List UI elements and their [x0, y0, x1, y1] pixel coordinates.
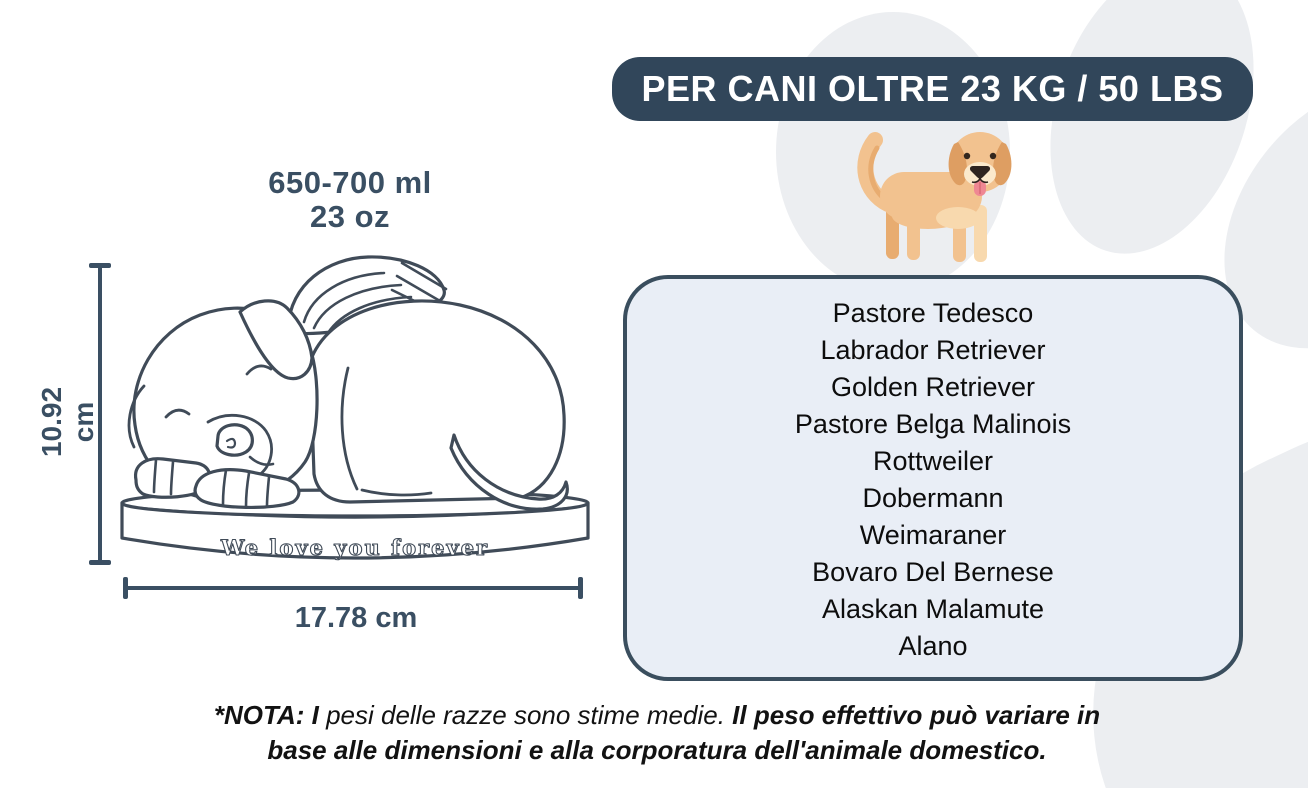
footnote	[204, 698, 1110, 768]
width-dimension-line	[125, 586, 581, 590]
volume-label	[200, 166, 500, 234]
urn-engraving: We love you forever	[220, 535, 490, 560]
width-label: 17.78 cm	[294, 602, 418, 634]
breed-item: Golden Retriever	[830, 372, 1036, 402]
breed-item: Labrador Retriever	[820, 335, 1046, 365]
sleeping-dog-urn-illustration	[100, 250, 600, 580]
size-category-banner	[612, 57, 1253, 121]
volume-oz: 23 oz	[309, 199, 391, 234]
footnote-regular: pesi delle razze sono stime medie.	[326, 700, 733, 730]
width-dimension-cap	[123, 577, 128, 599]
banner-label: PER CANI OLTRE 23 KG / 50 LBS	[641, 68, 1224, 109]
width-dimension-cap	[578, 577, 583, 599]
breed-item: Alano	[898, 631, 968, 661]
breed-item: Rottweiler	[872, 446, 994, 476]
breed-item: Dobermann	[862, 483, 1004, 513]
breed-item: Bovaro Del Bernese	[812, 557, 1054, 587]
dog-body	[310, 301, 564, 502]
breed-item: Alaskan Malamute	[821, 594, 1045, 624]
footnote-bold-prefix: *NOTA: I	[213, 700, 327, 730]
golden-retriever-icon	[850, 120, 1022, 272]
breed-list-panel	[623, 275, 1243, 681]
footnote-bold-main: Il peso effettivo può variare in base alle dimensioni e alla corporatura dell'animale domestico.	[267, 700, 1101, 765]
breed-item: Weimaraner	[859, 520, 1007, 550]
volume-ml: 650-700 ml	[268, 165, 432, 200]
breed-item: Pastore Belga Malinois	[794, 409, 1072, 439]
height-label: 10.92 cm	[36, 386, 99, 458]
breed-item: Pastore Tedesco	[832, 298, 1034, 328]
